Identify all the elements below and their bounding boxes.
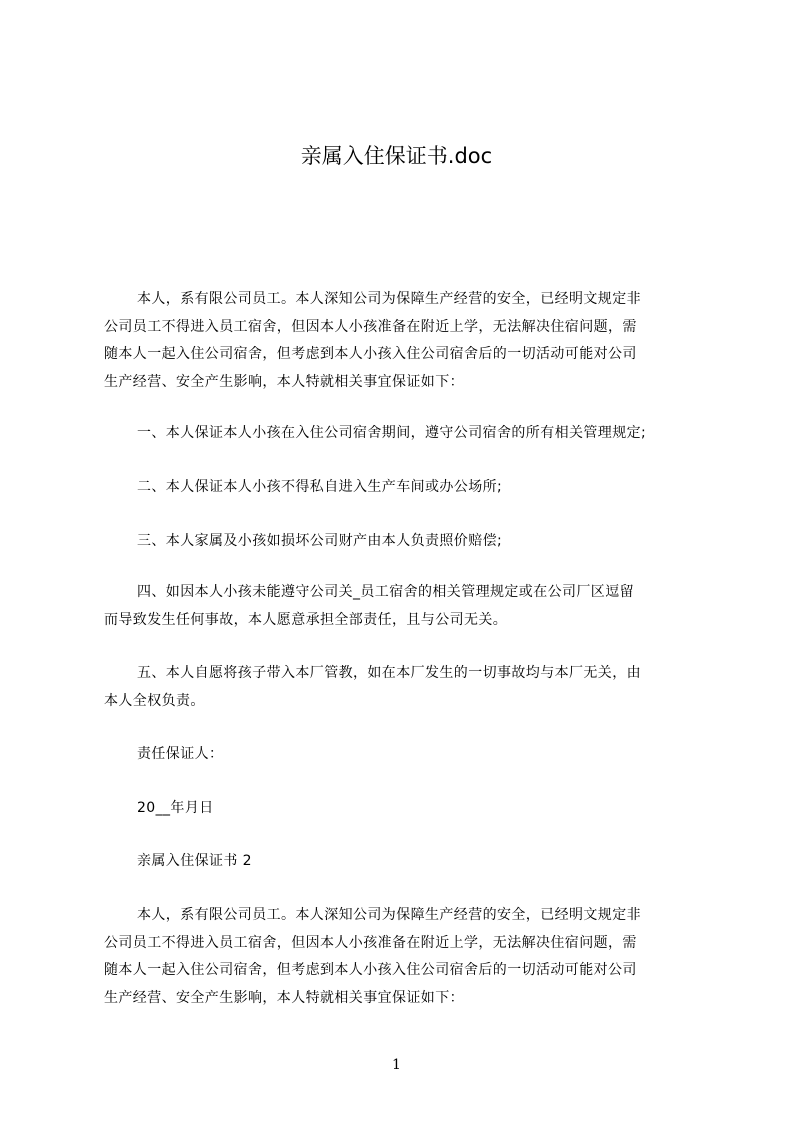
guarantee-item-4 [104, 579, 704, 634]
intro-line: 随本人一起入住公司宿舍，但考虑到本人小孩入住公司宿舍后的一切活动可能对公司 [104, 346, 637, 362]
guarantee-item-1-text: 一、本人保证本人小孩在入住公司宿舍期间，遵守公司宿舍的所有相关管理规定; [137, 425, 647, 441]
guarantee-item-4-line: 四、如因本人小孩未能遵守公司关_员工宿舍的相关管理规定或在公司厂区逗留 [137, 584, 634, 600]
intro-line: 公司员工不得进入员工宿舍，但因本人小孩准备在附近上学，无法解决住宿问题，需 [104, 318, 637, 335]
document-title: 亲属入住保证书.doc [300, 144, 493, 168]
guarantee-item-1 [104, 420, 704, 448]
guarantor-label: 责任保证人： [137, 746, 224, 762]
second-intro-line: 公司员工不得进入员工宿舍，但因本人小孩准备在附近上学，无法解决住宿问题，需 [104, 934, 637, 951]
intro-line: 本人，系有限公司员工。本人深知公司为保障生产经营的安全，已经明文规定非 [137, 291, 641, 307]
second-intro-line: 随本人一起入住公司宿舍，但考虑到本人小孩入住公司宿舍后的一切活动可能对公司 [104, 962, 637, 978]
second-intro-line: 生产经营、安全产生影响，本人特就相关事宜保证如下： [104, 989, 464, 1006]
guarantee-item-5 [104, 660, 704, 715]
page-number: 1 [392, 1057, 401, 1073]
date-line: 20__年月日 [137, 800, 214, 816]
guarantee-item-4-line: 而导致发生任何事故，本人愿意承担全部责任，且与公司无关。 [104, 611, 508, 628]
guarantee-item-5-line: 五、本人自愿将孩子带入本厂管教，如在本厂发生的一切事故均与本厂无关，由 [137, 665, 641, 681]
intro-line: 生产经营、安全产生影响，本人特就相关事宜保证如下： [104, 373, 464, 390]
second-intro-line: 本人，系有限公司员工。本人深知公司为保障生产经营的安全，已经明文规定非 [137, 907, 641, 923]
guarantee-item-3 [104, 528, 704, 556]
second-document-title: 亲属入住保证书 2 [137, 853, 252, 869]
guarantee-item-2-text: 二、本人保证本人小孩不得私自进入生产车间或办公场所; [137, 479, 503, 495]
guarantee-item-5-line: 本人全权负责。 [104, 692, 205, 709]
intro-paragraph [104, 286, 704, 396]
guarantee-item-3-text: 三、本人家属及小孩如损坏公司财产由本人负责照价赔偿; [137, 533, 503, 549]
guarantee-item-2 [104, 474, 704, 502]
second-intro-paragraph [104, 902, 704, 1012]
